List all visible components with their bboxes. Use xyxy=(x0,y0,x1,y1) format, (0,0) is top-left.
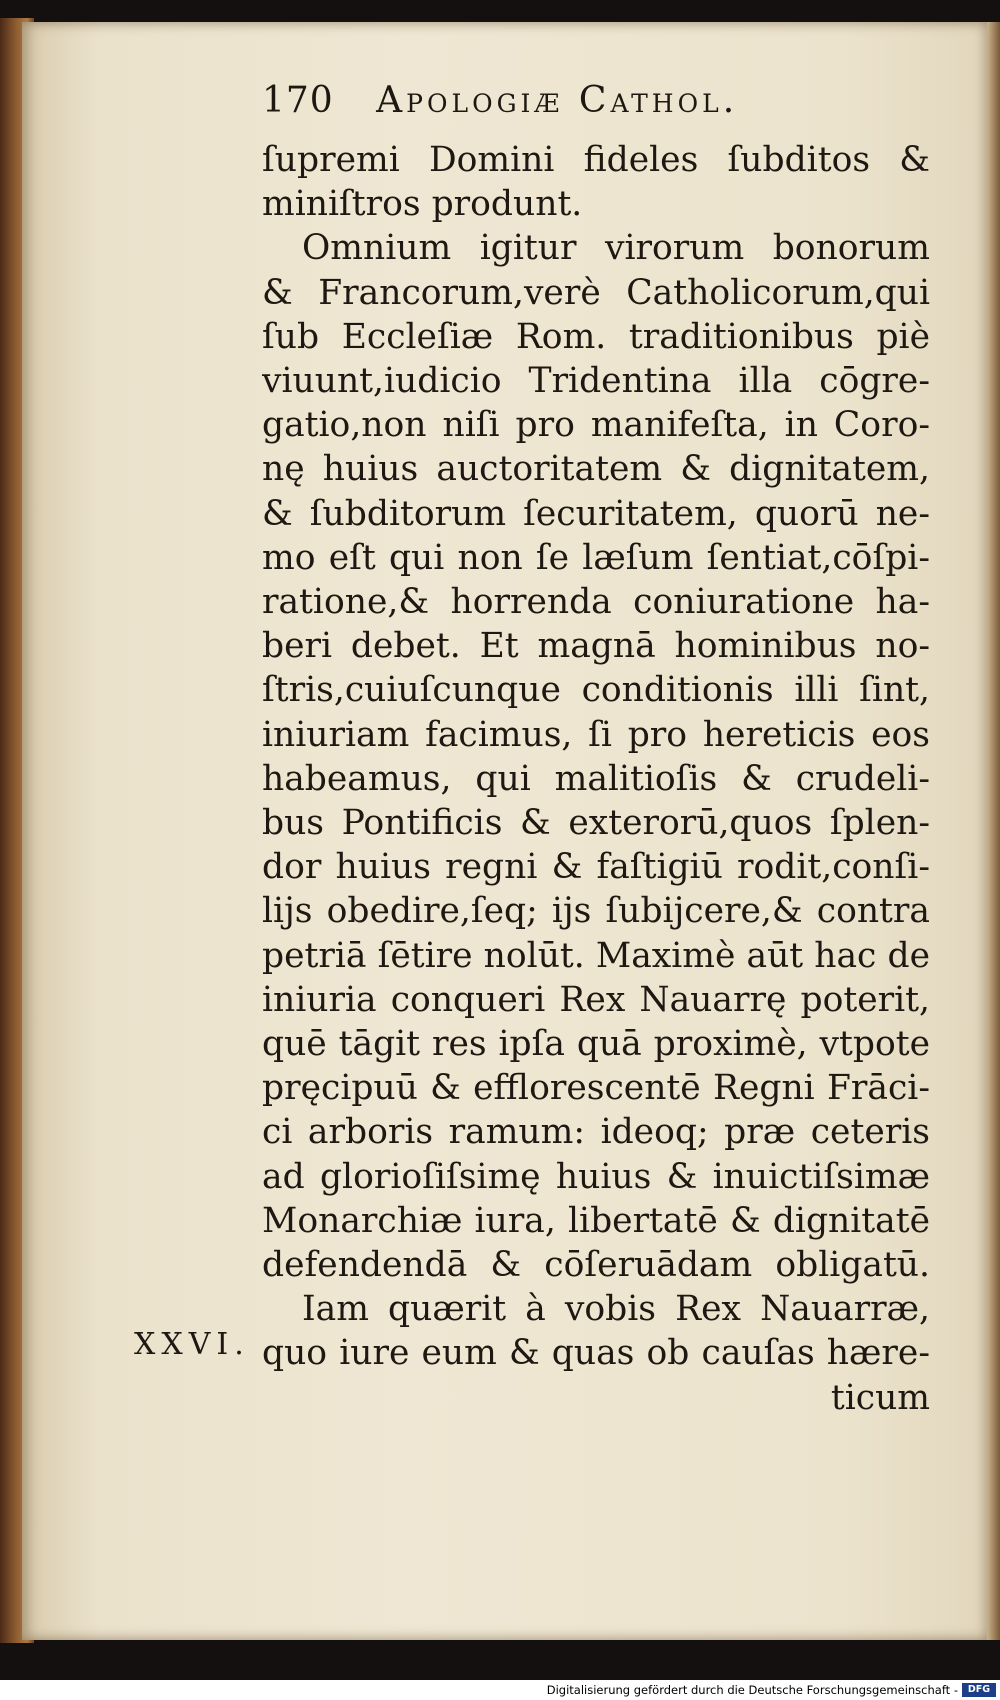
digitization-credit: Digitalisierung gefördert durch die Deutsche Forschungsgemeinschaft - xyxy=(546,1683,958,1697)
text-line: iniuriam facimus, ſi pro hereticis eos xyxy=(262,714,930,755)
text-line: mo eſt qui non ſe læſum ſentiat,cōſpi- xyxy=(262,537,930,578)
text-line: & ſubditorum ſecuritatem, quorū ne- xyxy=(262,493,930,534)
text-line: bus Pontificis & exterorū,quos ſplen- xyxy=(262,803,930,844)
text-line: miniſtros produnt. xyxy=(262,184,583,225)
text-line: ad glorioſiſsimę huius & inuictiſsimæ xyxy=(262,1156,930,1197)
text-line: & Francorum,verè Catholicorum,qui xyxy=(262,272,930,313)
text-line: ſub Eccleſiæ Rom. traditionibus piè xyxy=(262,316,930,357)
page-edge xyxy=(987,22,1000,1640)
text-line: Iam quærit à vobis Rex Nauarræ, xyxy=(302,1289,930,1330)
text-line: beri debet. Et magnā hominibus no- xyxy=(262,626,930,667)
text-line: gatio,non niſi pro manifeſta, in Coro- xyxy=(262,405,930,446)
text-line: viuunt,iudicio Tridentina illa cōgre- xyxy=(262,361,930,402)
page-number: 170 xyxy=(262,80,334,121)
text-line: dor huius regni & faſtigiū rodit,conſi- xyxy=(262,847,930,888)
text-line: defendendā & cōſeruādam obligatū. xyxy=(262,1245,930,1286)
text-line: lijs obedire,ſeq; ijs ſubijcere,& contra xyxy=(262,891,930,932)
body-text xyxy=(262,138,930,1420)
running-title: Apologiæ Cathol. xyxy=(376,80,739,121)
text-line: ſupremi Domini fideles ſubditos & xyxy=(262,140,930,180)
dfg-logo: DFG xyxy=(962,1683,996,1697)
running-head xyxy=(262,80,862,121)
marginal-section-number: XXVI. xyxy=(134,1327,250,1362)
text-line: nę huius auctoritatem & dignitatem, xyxy=(262,449,930,490)
text-line: ratione,& horrenda coniuratione ha- xyxy=(262,582,930,623)
text-line: quē tāgit res ipſa quā proximè, vtpote xyxy=(262,1024,930,1065)
text-line: iniuria conqueri Rex Nauarrę poterit, xyxy=(262,979,930,1020)
text-line: Omnium igitur virorum bonorum xyxy=(302,228,930,269)
text-line: pręcipuū & efflorescentē Regni Frāci- xyxy=(262,1068,930,1109)
catchword: ticum xyxy=(830,1377,930,1418)
text-line: ſtris,cuiuſcunque conditionis illi ſint, xyxy=(262,670,930,711)
text-line: petriā ſētire nolūt. Maximè aūt hac de xyxy=(262,935,930,976)
text-line: quo iure eum & quas ob cauſas hære- xyxy=(262,1333,930,1374)
text-line: ci arboris ramum: ideoq; præ ceteris xyxy=(262,1112,930,1153)
text-line: habeamus, qui malitioſis & crudeli- xyxy=(262,758,930,799)
text-line: Monarchiæ iura, libertatē & dignitatē xyxy=(262,1200,930,1241)
